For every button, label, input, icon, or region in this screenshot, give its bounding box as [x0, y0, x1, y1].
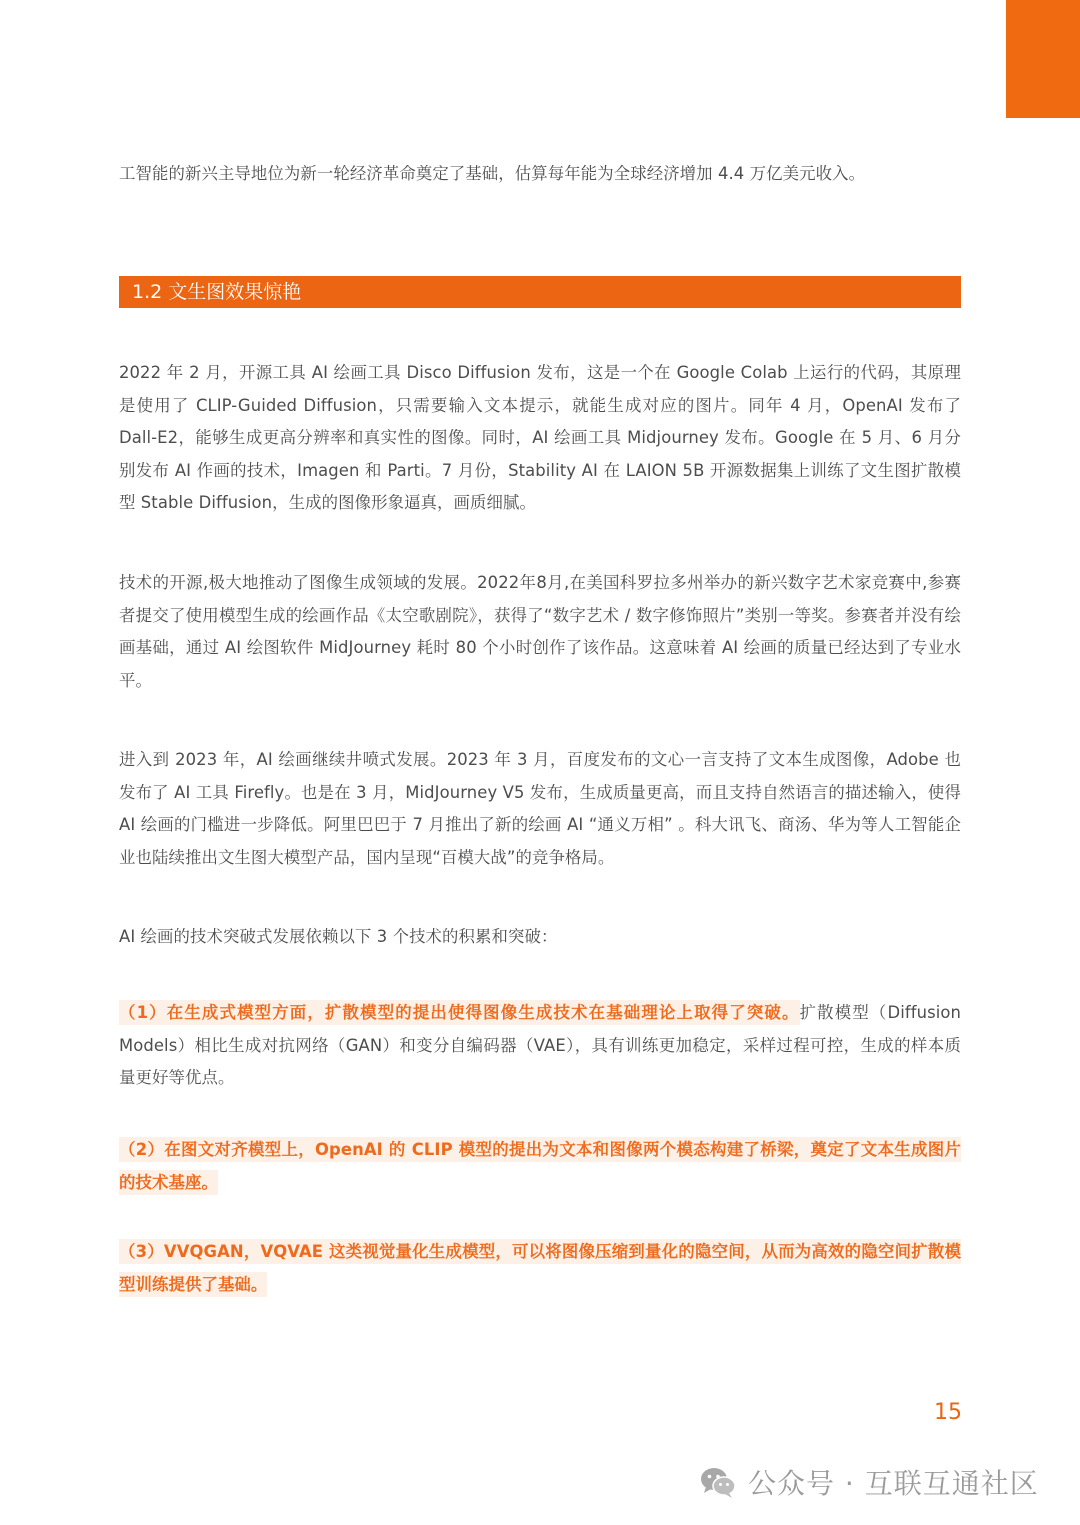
point-3-highlight: （3）VVQGAN，VQVAE 这类视觉量化生成模型，可以将图像压缩到量化的隐空间，从而为高效的隐空间扩散模型训练提供了基础。 — [119, 1239, 961, 1297]
intro-line: 工智能的新兴主导地位为新一轮经济革命奠定了基础，估算每年能为全球经济增加 4.4 万亿美元收入。 — [119, 164, 866, 183]
point-1-highlight: （1）在生成式模型方面，扩散模型的提出使得图像生成技术在基础理论上取得了突破。 — [119, 1000, 800, 1025]
paragraph-2023: 进入到 2023 年，AI 绘画继续井喷式发展。2023 年 3 月，百度发布的文心一言支持了文本生成图像，Adobe 也发布了 AI 工具 Firefly。也是在 3 月，MidJourney V5 发布，生成质量更高，而且支持自然语言的描述输入，使得 AI 绘画的门槛进一步降低。阿里巴巴于 7 月推出了新的绘画 AI “通义万相” 。科大讯飞、商汤、华为等人工智能企业也陆续推出文生图大模型产品，国内呈现“百模大战”的竞争格局。 — [119, 750, 961, 867]
paragraph-disco-diffusion: 2022 年 2 月，开源工具 AI 绘画工具 Disco Diffusion 发布，这是一个在 Google Colab 上运行的代码，其原理是使用了 CLIP-Guided Diffusion，只需要输入文本提示，就能生成对应的图片。同年 4 月，OpenAI 发布了 Dall-E2，能够生成更高分辨率和真实性的图像。同时，AI 绘画工具 Midjourney 发布。Google 在 5 月、6 月分别发布 AI 作画的技术，Imagen 和 Parti。7 月份，Stability AI 在 LAION 5B 开源数据集上训练了文生图扩散模型 Stable Diffusion，生成的图像形象逼真，画质细腻。 — [119, 363, 961, 512]
point-3 — [119, 1236, 961, 1301]
wechat-icon — [698, 1462, 738, 1502]
point-1 — [119, 997, 961, 1095]
watermark — [698, 1460, 1039, 1504]
section-title: 1.2 文生图效果惊艳 — [132, 281, 302, 303]
paragraph-tech-intro: AI 绘画的技术突破式发展依赖以下 3 个技术的积累和突破： — [119, 927, 558, 946]
corner-tab — [1006, 0, 1080, 118]
point-1-rest: 扩散模型（Diffusion Models）相比生成对抗网络（GAN）和变分自编码器（VAE），具有训练更加稳定，采样过程可控，生成的样本质量更好等优点。 — [119, 1003, 962, 1087]
paragraph-open-source: 技术的开源,极大地推动了图像生成领域的发展。2022年8月,在美国科罗拉多州举办的新兴数字艺术家竞赛中,参赛者提交了使用模型生成的绘画作品《太空歌剧院》，获得了“数字艺术 / 数字修饰照片”类别一等奖。参赛者并没有绘画基础，通过 AI 绘图软件 MidJourney 耗时 80 个小时创作了该作品。这意味着 AI 绘画的质量已经达到了专业水平。 — [119, 573, 961, 690]
watermark-text: 公众号 · 互联互通社区 — [748, 1467, 1039, 1500]
point-2 — [119, 1134, 961, 1199]
section-heading-bar — [119, 276, 961, 308]
point-2-highlight: （2）在图文对齐模型上，OpenAI 的 CLIP 模型的提出为文本和图像两个模态构建了桥梁，奠定了文本生成图片的技术基座。 — [119, 1137, 961, 1195]
page-number: 15 — [934, 1400, 962, 1425]
